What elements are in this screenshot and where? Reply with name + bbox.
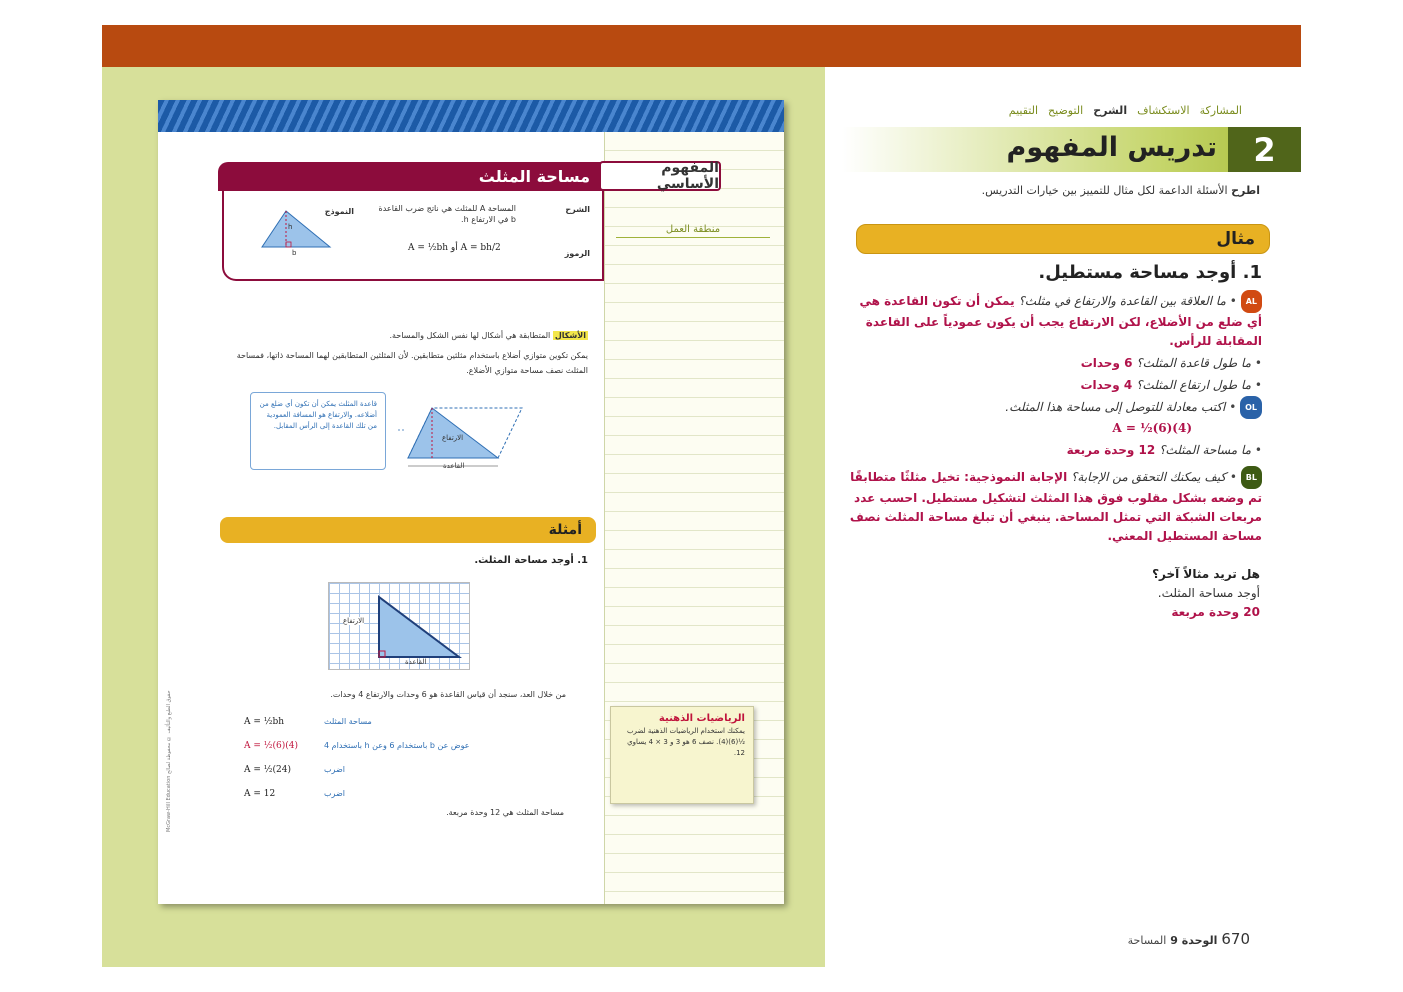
al-a2: 6 وحدات [1080,356,1133,370]
page-footer [1128,930,1260,948]
ol-q2: ما مساحة المثلث؟ [1159,443,1252,457]
triangle-model [258,205,334,255]
step-1-eq: A = ½bh [244,717,285,727]
al-q1: ما العلاقة بين القاعدة والارتفاع في مثلث؟ [1018,294,1226,308]
step-2-note: عوض عن b باستخدام 6 وعن h باستخدام 4 [324,741,470,750]
stage-evaluate: التقييم [1008,104,1039,117]
conclusion: مساحة المثلث هي 12 وحدة مربعة. [446,808,564,817]
ol-a1: A = ½(6)(4) [1112,421,1192,435]
al-q2-row: • ما طول قاعدة المثلث؟ 6 وحدات [1080,356,1262,370]
shapes-tag: الأشكال [554,331,586,340]
step-3-note: اضرب [324,765,345,774]
area-formula: A = ½bh أو A = bh/2 [408,243,501,253]
ol-questions [844,396,1262,460]
grid-triangle-shape [329,583,471,671]
example-bar [856,224,1270,254]
mental-math-text: يمكنك استخدام الرياضيات الذهنية لضرب ½(6)(4). نصف 6 هو 3 و 3 × 4 يساوي 12. [626,727,745,757]
ol-tag: OL [1240,396,1262,419]
words-label: الشرح [565,205,590,214]
stage-engage: المشاركة [1199,104,1242,117]
concept-title: مساحة المثلث [478,167,590,186]
page-header-stripe [158,100,784,132]
ol-q1: اكتب معادلة للتوصل إلى مساحة هذا المثلث. [1005,400,1226,414]
another-answer: 20 وحدة مربعة [1171,605,1260,619]
another-text: أوجد مساحة المثلث. [1157,586,1260,600]
bl-a1: الإجابة النموذجية: تخيل مثلثًا متطابقًا تم وضعه بشكل مقلوب فوق هذا المثلث لتشكيل مستطيل. احسب عدد مربعات الشبكة التي تمثل المساحة. ينبغي أن تبلغ مساحة المثلث نصف مساحة المستطيل المعني. [849,470,1262,543]
instruction-bold: اطرح [1231,184,1260,197]
al-q3-row: • ما طول ارتفاع المثلث؟ 4 وحدات [1080,378,1262,392]
al-a3: 4 وحدات [1080,378,1133,392]
concept-box [222,191,604,281]
example-title: 1. أوجد مساحة مستطيل. [1038,262,1262,283]
ol-a2: 12 وحدة مربعة [1066,443,1156,457]
notes-title: منطقة العمل [616,224,770,238]
step-2-eq: A = ½(6)(4) [244,741,298,751]
another-example [1152,565,1260,622]
page-number: 670 [1221,930,1250,948]
mental-math-title: الرياضيات الذهنية [658,713,745,724]
examples-title: أمثلة [548,522,582,538]
al-tag: AL [1241,290,1262,313]
al-q3: ما طول ارتفاع المثلث؟ [1136,378,1252,392]
section-number: 2 [1228,127,1301,172]
concept-title-bar [218,162,604,191]
mental-math-note [610,706,754,804]
ol-q2-row: • ما مساحة المثلث؟ 12 وحدة مربعة [1066,443,1262,457]
grid-base-label: القاعدة [405,658,427,666]
another-title: هل تريد مثالاً آخر؟ [1152,567,1260,581]
teaching-instruction [982,184,1260,197]
lesson-stages [1009,104,1242,117]
stage-explain: الشرح [1093,104,1128,117]
ol-a1-row [844,419,1262,438]
diagram-base-label: القاعدة [443,462,465,470]
student-page-thumbnail [158,100,784,904]
top-color-band [102,25,1301,67]
step-4-note: اضرب [324,789,345,798]
diagram-height-label: الارتفاع [442,434,464,442]
solution-intro: من خلال العد، سنجد أن قياس القاعدة هو 6 وحدات والارتفاع 4 وحدات. [330,690,566,699]
stage-explore: الاستكشاف [1137,104,1190,117]
model-b: b [292,249,297,257]
al-questions [844,290,1262,395]
section-title: تدريس المفهوم [1006,132,1217,163]
grid-triangle [328,582,470,670]
model-label: النموذج [324,207,354,216]
example-question: 1. أوجد مساحة المثلث. [474,555,588,566]
al-q2: ما طول قاعدة المثلث؟ [1136,356,1252,370]
examples-bar [220,517,596,543]
model-h: h [288,223,293,231]
symbols-label: الرموز [564,249,590,258]
al-a1: يمكن أن تكون القاعدة هي أي ضلع من الأضلاع، لكن الارتفاع يجب أن يكون عمودياً على القاعدة المقابلة للرأس. [859,294,1262,348]
shapes-text-2: يمكن تكوين متوازي أضلاع باستخدام مثلثين متطابقين. لأن المثلثين المتطابقين لهما المساحة ذاتها، فمساحة المثلث نصف مساحة متوازي الأضلاع. [236,351,588,375]
instruction-text: الأسئلة الداعمة لكل مثال للتمييز بين خيارات التدريس. [981,184,1228,197]
key-concept-tab: المفهوم الأساسي [599,161,721,191]
al-q1-row: AL • ما العلاقة بين القاعدة والارتفاع في مثلث؟ يمكن أن تكون القاعدة هي أي ضلع من الأضلاع، لكن الارتفاع يجب أن يكون عمودياً على القاعدة المقابلة للرأس. [844,290,1262,351]
grid-height-label: الارتفاع [343,617,365,625]
shapes-text-1: المتطابقة هي أشكال لها نفس الشكل والمساحة. [389,331,551,340]
shapes-definition [233,328,588,343]
unit-label: الوحدة 9 [1170,934,1218,947]
step-1-note: مساحة المثلث [324,717,372,726]
copyright-line: حقوق الطبع والتأليف © محفوظة لصالح McGraw-Hill Education [166,690,172,832]
base-height-callout: قاعدة المثلث يمكن أن تكون أي ضلع من أضلاعه. والارتفاع هو المسافة العمودية من تلك القاعدة إلى الرأس المقابل. [250,392,386,470]
bl-q1: كيف يمكنك التحقق من الإجابة؟ [1071,470,1227,484]
step-4-eq: A = 12 [244,789,276,799]
bl-tag: BL [1241,466,1262,489]
bl-questions: BL • كيف يمكنك التحقق من الإجابة؟ الإجابة النموذجية: تخيل مثلثًا متطابقًا تم وضعه بشكل مقلوب فوق هذا المثلث لتشكيل مستطيل. احسب عدد مربعات الشبكة التي تمثل المساحة. ينبغي أن تبلغ مساحة المثلث نصف مساحة المستطيل المعني. [844,466,1262,546]
step-3-eq: A = ½(24) [244,765,291,775]
unit-title: المساحة [1127,934,1167,947]
stage-elaborate: التوضيح [1048,104,1084,117]
words-text: المساحة A للمثلث هي ناتج ضرب القاعدة b في الارتفاع h. [378,204,516,224]
example-label: مثال [1216,229,1255,249]
ol-q1-row: OL • اكتب معادلة للتوصل إلى مساحة هذا المثلث. [844,396,1262,419]
